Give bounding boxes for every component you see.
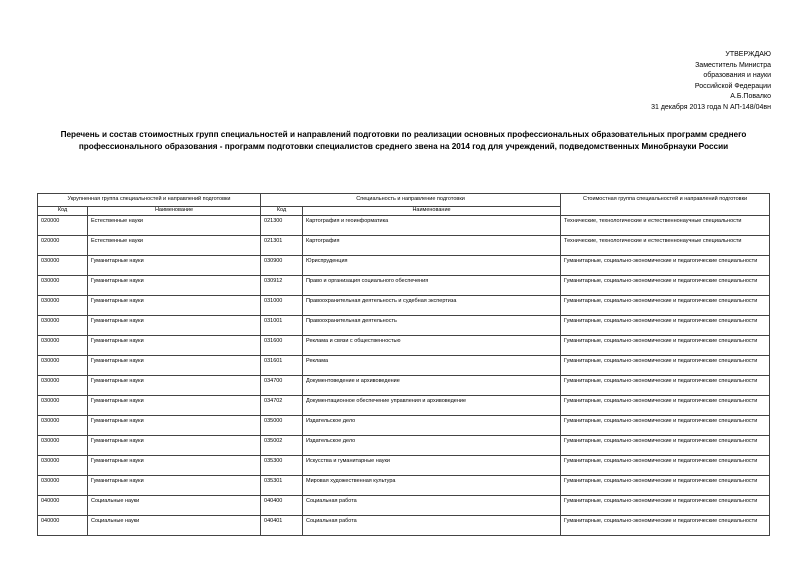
- group-code-cell: 020000: [38, 236, 88, 256]
- table-row: [38, 376, 770, 396]
- cost-group-cell: Гуманитарные, социально-экономические и педагогические специальности: [561, 436, 770, 456]
- specialty-code-cell: 040401: [261, 516, 303, 536]
- specialty-code-cell: 030912: [261, 276, 303, 296]
- cost-group-cell: Гуманитарные, социально-экономические и педагогические специальности: [561, 396, 770, 416]
- specialty-code-cell: 034700: [261, 376, 303, 396]
- specialty-name-cell: Право и организация социального обеспечения: [303, 276, 561, 296]
- group-code-cell: 030000: [38, 416, 88, 436]
- table-body: [38, 216, 770, 536]
- header-cost-group: Стоимостная группа специальностей и направлений подготовки: [561, 194, 770, 216]
- cost-group-cell: Гуманитарные, социально-экономические и педагогические специальности: [561, 416, 770, 436]
- cost-group-cell: Гуманитарные, социально-экономические и педагогические специальности: [561, 276, 770, 296]
- header-specialty: Специальность и направление подготовки: [261, 194, 561, 207]
- group-code-cell: 030000: [38, 396, 88, 416]
- specialty-code-cell: 035000: [261, 416, 303, 436]
- specialty-name-cell: Мировая художественная культура: [303, 476, 561, 496]
- specialty-code-cell: 031600: [261, 336, 303, 356]
- group-name-cell: Гуманитарные науки: [88, 356, 261, 376]
- cost-group-cell: Гуманитарные, социально-экономические и педагогические специальности: [561, 296, 770, 316]
- approval-block: [651, 50, 771, 113]
- specialty-name-cell: Реклама: [303, 356, 561, 376]
- cost-group-cell: Гуманитарные, социально-экономические и педагогические специальности: [561, 336, 770, 356]
- table-row: [38, 416, 770, 436]
- specialty-name-cell: Документационное обеспечение управления и архивоведение: [303, 396, 561, 416]
- group-name-cell: Естественные науки: [88, 216, 261, 236]
- specialty-name-cell: Издательское дело: [303, 416, 561, 436]
- table-row: [38, 216, 770, 236]
- cost-group-cell: Гуманитарные, социально-экономические и педагогические специальности: [561, 476, 770, 496]
- group-name-cell: Гуманитарные науки: [88, 276, 261, 296]
- approval-signatory: А.Б.Повалко: [730, 93, 771, 100]
- specialty-name-cell: Социальная работа: [303, 496, 561, 516]
- document-title: Перечень и состав стоимостных групп специальностей и направлений подготовки по реализации основных профессиональных образовательных программ среднего профессионального образования - программ подготовки специалистов среднего звена на 2014 год для учреждений, подведомственных Минобрнауки России: [60, 130, 747, 151]
- group-code-cell: 030000: [38, 476, 88, 496]
- group-code-cell: 020000: [38, 216, 88, 236]
- group-code-cell: 030000: [38, 276, 88, 296]
- group-name-cell: Социальные науки: [88, 496, 261, 516]
- specialty-name-cell: Правоохранительная деятельность: [303, 316, 561, 336]
- cost-group-cell: Гуманитарные, социально-экономические и педагогические специальности: [561, 456, 770, 476]
- specialty-code-cell: 040400: [261, 496, 303, 516]
- group-code-cell: 030000: [38, 336, 88, 356]
- group-code-cell: 030000: [38, 376, 88, 396]
- specialty-name-cell: Издательское дело: [303, 436, 561, 456]
- table-row: [38, 476, 770, 496]
- specialty-code-cell: 035301: [261, 476, 303, 496]
- group-name-cell: Естественные науки: [88, 236, 261, 256]
- table-row: [38, 316, 770, 336]
- specialty-code-cell: 035002: [261, 436, 303, 456]
- table-row: [38, 296, 770, 316]
- group-code-cell: 030000: [38, 316, 88, 336]
- specialty-name-cell: Картография: [303, 236, 561, 256]
- specialty-name-cell: Реклама и связи с общественностью: [303, 336, 561, 356]
- group-name-cell: Гуманитарные науки: [88, 316, 261, 336]
- cost-group-cell: Гуманитарные, социально-экономические и педагогические специальности: [561, 356, 770, 376]
- specialty-code-cell: 030900: [261, 256, 303, 276]
- table-row: [38, 336, 770, 356]
- table-row: [38, 256, 770, 276]
- table-row: [38, 516, 770, 536]
- group-name-cell: Гуманитарные науки: [88, 296, 261, 316]
- specialty-code-cell: 021301: [261, 236, 303, 256]
- group-code-cell: 040000: [38, 496, 88, 516]
- cost-group-cell: Гуманитарные, социально-экономические и педагогические специальности: [561, 376, 770, 396]
- specialty-code-cell: 035300: [261, 456, 303, 476]
- group-code-cell: 030000: [38, 296, 88, 316]
- group-name-cell: Гуманитарные науки: [88, 416, 261, 436]
- group-name-cell: Гуманитарные науки: [88, 436, 261, 456]
- cost-group-cell: Гуманитарные, социально-экономические и педагогические специальности: [561, 316, 770, 336]
- group-name-cell: Гуманитарные науки: [88, 376, 261, 396]
- specialty-name-cell: Картография и геоинформатика: [303, 216, 561, 236]
- specialty-code-cell: 031601: [261, 356, 303, 376]
- group-name-cell: Гуманитарные науки: [88, 456, 261, 476]
- cost-group-cell: Технические, технологические и естественнонаучные специальности: [561, 216, 770, 236]
- header-enlarged-group: Укрупненная группа специальностей и направлений подготовки: [38, 194, 261, 207]
- approval-ministry: образования и науки: [703, 72, 771, 79]
- approval-heading: УТВЕРЖДАЮ: [725, 51, 771, 58]
- group-name-cell: Гуманитарные науки: [88, 396, 261, 416]
- group-name-cell: Гуманитарные науки: [88, 476, 261, 496]
- group-code-cell: 040000: [38, 516, 88, 536]
- table-row: [38, 436, 770, 456]
- group-name-cell: Социальные науки: [88, 516, 261, 536]
- table-row: [38, 276, 770, 296]
- cost-group-cell: Технические, технологические и естественнонаучные специальности: [561, 236, 770, 256]
- group-code-cell: 030000: [38, 456, 88, 476]
- header-specialty-name: Наименование: [303, 207, 561, 216]
- specialty-code-cell: 021300: [261, 216, 303, 236]
- table-row: [38, 496, 770, 516]
- group-name-cell: Гуманитарные науки: [88, 256, 261, 276]
- specialties-table: [37, 193, 770, 536]
- table-row: [38, 396, 770, 416]
- group-code-cell: 030000: [38, 256, 88, 276]
- header-group-name: Наименование: [88, 207, 261, 216]
- cost-group-cell: Гуманитарные, социально-экономические и педагогические специальности: [561, 496, 770, 516]
- specialty-name-cell: Социальная работа: [303, 516, 561, 536]
- specialty-name-cell: Правоохранительная деятельность и судебная экспертиза: [303, 296, 561, 316]
- table-row: [38, 236, 770, 256]
- specialty-code-cell: 031001: [261, 316, 303, 336]
- specialty-name-cell: Документоведение и архивоведение: [303, 376, 561, 396]
- header-group-code: Код: [38, 207, 88, 216]
- header-specialty-code: Код: [261, 207, 303, 216]
- approval-position: Заместитель Министра: [695, 61, 771, 69]
- approval-country: Российской Федерации: [694, 82, 771, 90]
- table-row: [38, 356, 770, 376]
- specialty-code-cell: 031000: [261, 296, 303, 316]
- cost-group-cell: Гуманитарные, социально-экономические и педагогические специальности: [561, 516, 770, 536]
- group-name-cell: Гуманитарные науки: [88, 336, 261, 356]
- table-row: [38, 456, 770, 476]
- cost-group-cell: Гуманитарные, социально-экономические и педагогические специальности: [561, 256, 770, 276]
- specialty-name-cell: Юриспруденция: [303, 256, 561, 276]
- group-code-cell: 030000: [38, 356, 88, 376]
- specialty-code-cell: 034702: [261, 396, 303, 416]
- group-code-cell: 030000: [38, 436, 88, 456]
- specialty-name-cell: Искусства и гуманитарные науки: [303, 456, 561, 476]
- approval-date-number: 31 декабря 2013 года N АП-148/04вн: [651, 103, 771, 111]
